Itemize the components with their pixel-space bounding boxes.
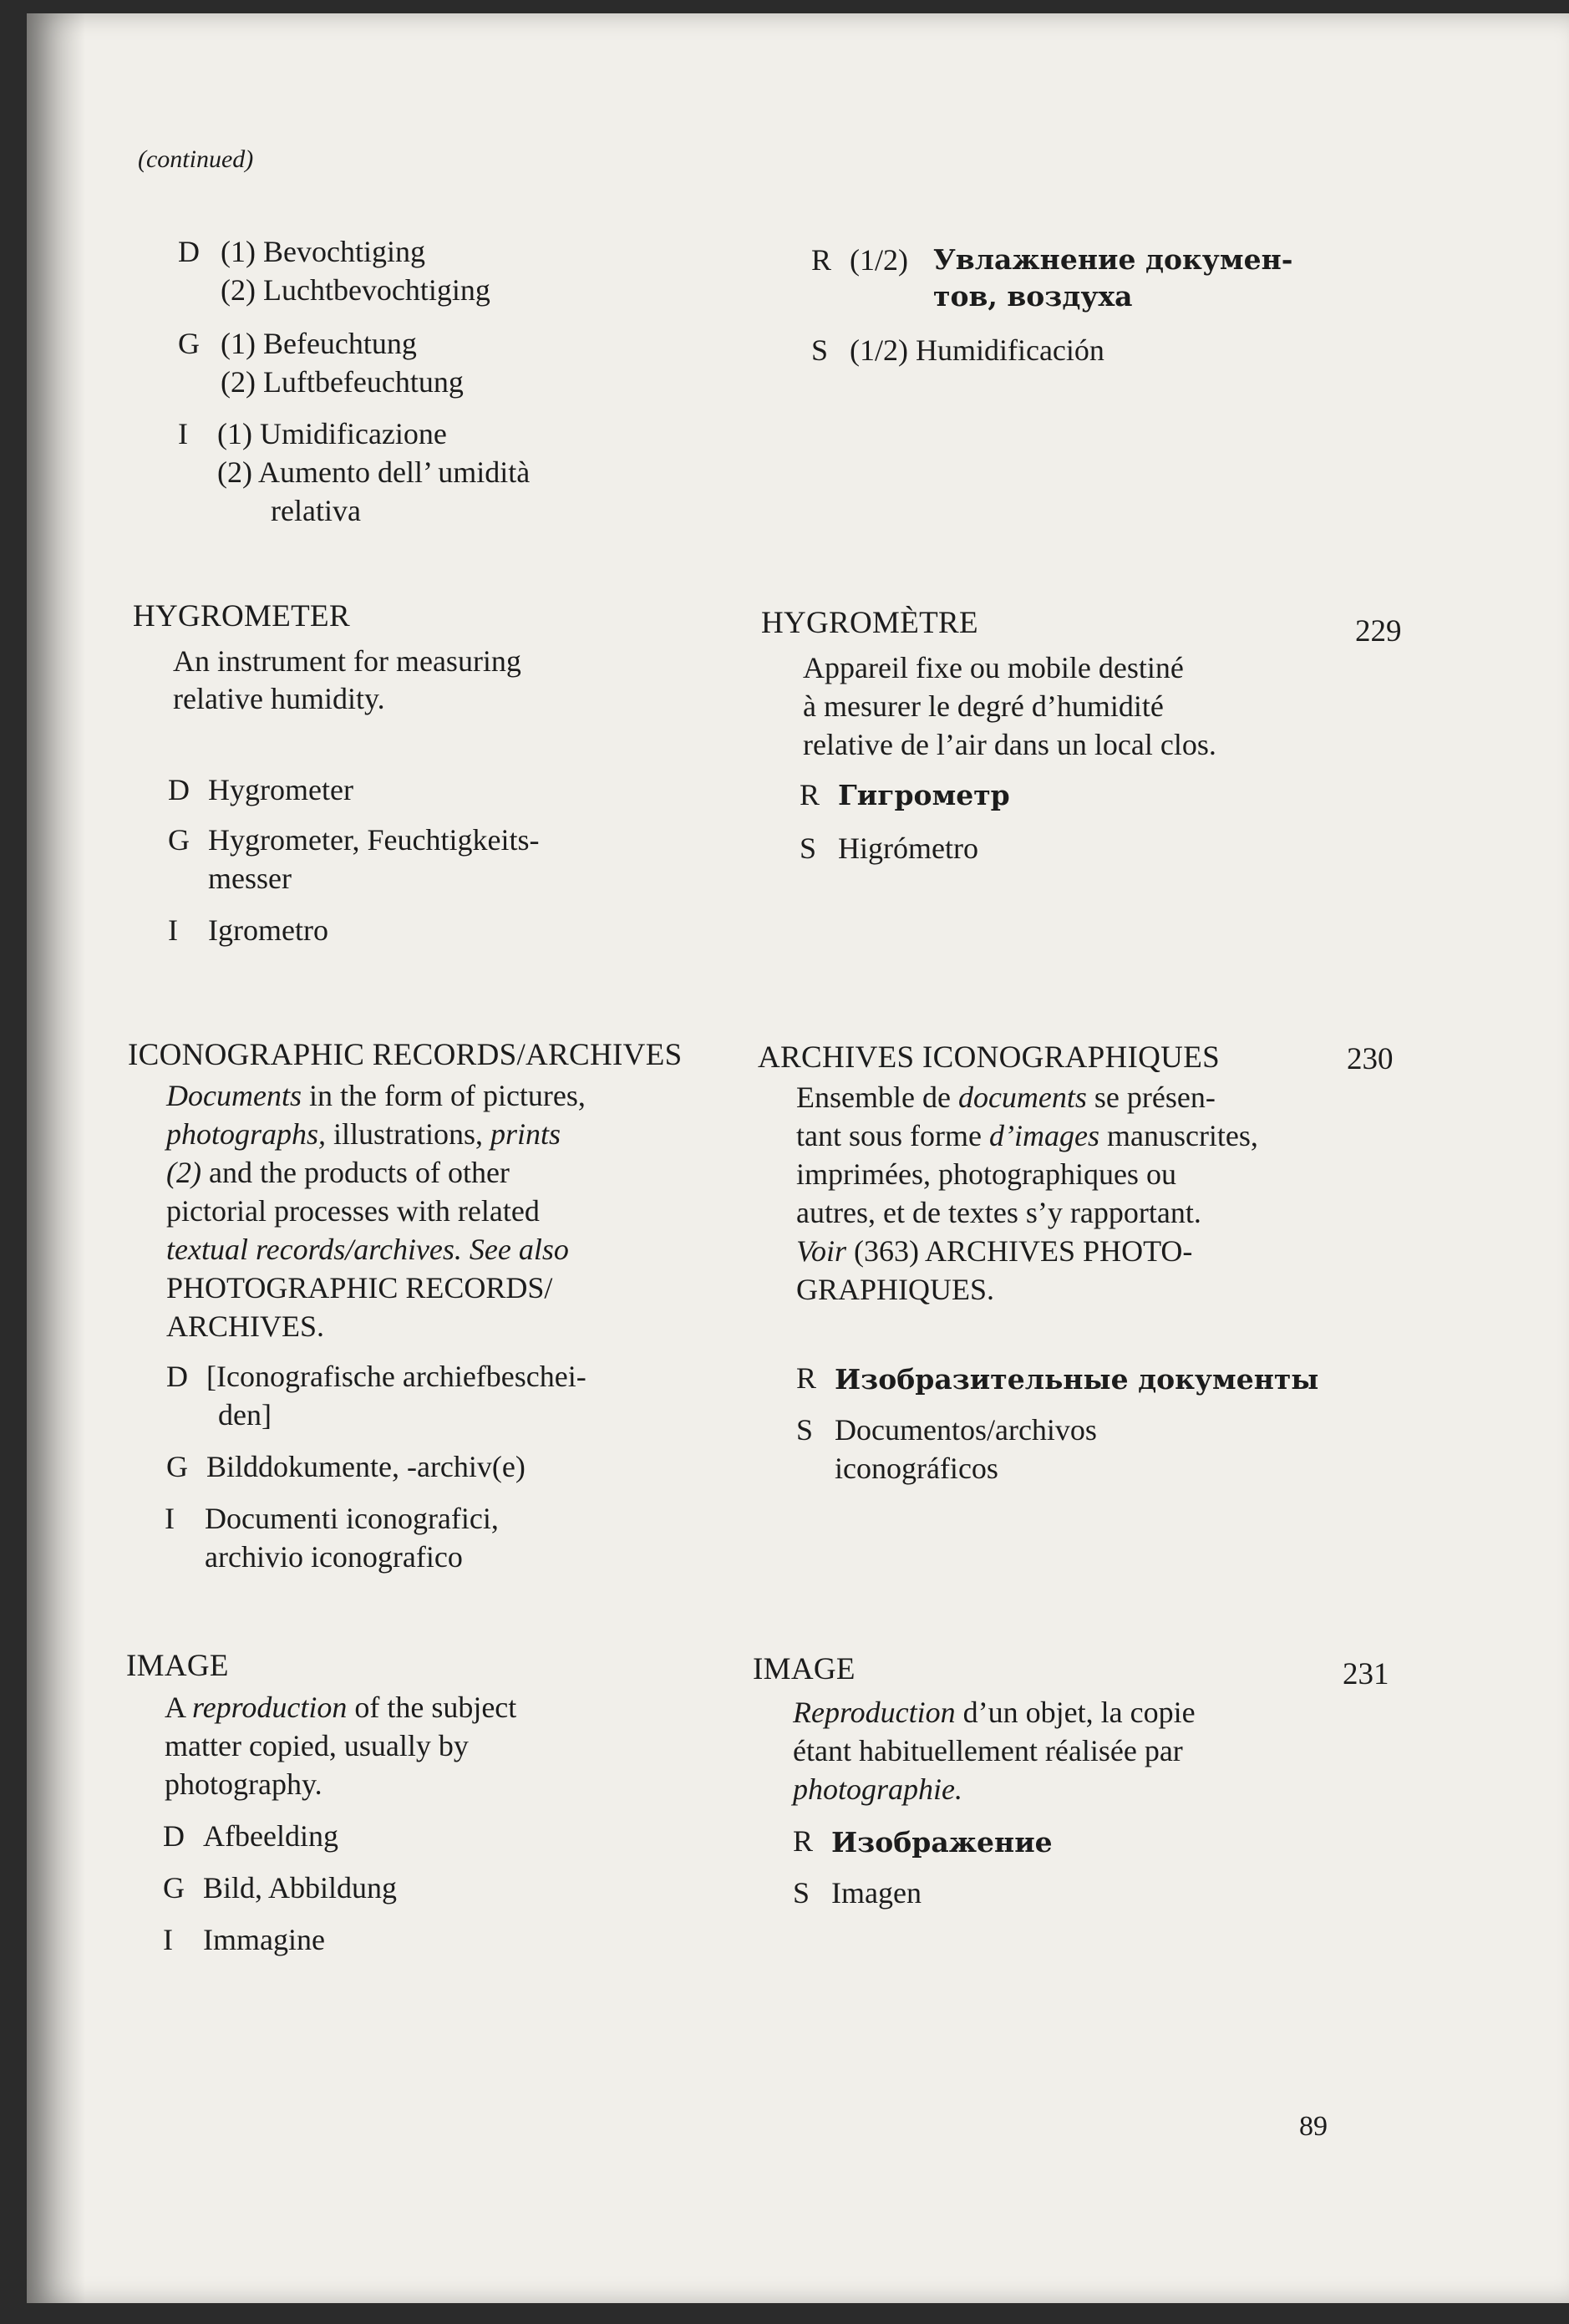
definition-en: relative humidity. [173,682,385,715]
term-code: G [178,327,200,360]
entry-number: 230 [1347,1042,1394,1076]
term-line: messer [208,862,292,895]
definition-en: A reproduction of the subject [165,1691,517,1724]
entry-title-en: ICONOGRAPHIC RECORDS/ARCHIVES [128,1038,683,1072]
term-line: (1) Umidificazione [217,417,447,450]
term-code: I [165,1502,175,1535]
definition-fr: photographie. [793,1772,962,1806]
term-code: R [800,778,820,811]
term-line: Documentos/archivos [835,1413,1097,1447]
definition-en: (2) and the products of other [166,1156,510,1189]
term-line-ru: тов, воздуха [933,280,1133,313]
term-line: Imagen [831,1876,922,1910]
term-line: [Iconografische archiefbeschei- [206,1360,586,1393]
term-line: den] [218,1398,272,1432]
definition-fr: autres, et de textes s’y rapportant. [796,1196,1201,1229]
term-code: S [800,831,817,865]
term-line: Immagine [203,1923,325,1956]
definition-en: photographs, illustrations, prints [166,1117,561,1151]
term-code: I [163,1923,173,1956]
term-line-ru: Изображение [831,1826,1053,1859]
term-code: D [168,773,190,806]
page-number: 89 [1299,2111,1328,2142]
term-code: G [163,1871,185,1904]
term-line: (1/2) Humidificación [850,333,1104,367]
term-line: (2) Luchtbevochtiging [221,273,490,307]
definition-en: Documents in the form of pictures, [166,1079,586,1112]
term-code: D [163,1819,185,1853]
term-line: Hygrometer, Feuchtigkeits- [208,823,540,857]
term-code: I [168,913,178,947]
definition-en: An instrument for measuring [173,644,521,678]
definition-en: PHOTOGRAPHIC RECORDS/ [166,1271,553,1304]
entry-number: 229 [1355,614,1402,648]
entry-title-fr: ARCHIVES ICONOGRAPHIQUES [758,1040,1220,1075]
entry-title-en: IMAGE [126,1649,229,1683]
term-line: Documenti iconografici, [205,1502,499,1535]
term-code: S [811,333,829,367]
definition-en: photography. [165,1767,322,1801]
entry-title-fr: IMAGE [753,1652,856,1686]
definition-fr: tant sous forme d’images manuscrites, [796,1119,1258,1152]
term-code: S [793,1876,810,1910]
definition-en: ARCHIVES. [166,1309,325,1343]
term-code: S [796,1413,814,1447]
entry-title-en: HYGROMETER [133,599,350,633]
term-line: Bild, Abbildung [203,1871,398,1904]
term-line-ru: Увлажнение докумен- [933,243,1293,276]
binding-shadow [27,13,85,2303]
term-line-ru: Изобразительные документы [835,1363,1319,1396]
term-line-ru: Гигрометр [838,779,1010,811]
term-code: D [178,235,200,268]
term-line: archivio iconografico [205,1540,463,1574]
term-line: iconográficos [835,1452,998,1485]
continued-label: (continued) [138,145,254,173]
term-code: G [168,823,190,857]
definition-fr: relative de l’air dans un local clos. [803,728,1216,761]
term-line: (2) Aumento dell’ umidità [217,455,531,489]
term-code: D [166,1360,188,1393]
term-line: (2) Luftbefeuchtung [221,365,464,399]
definition-fr: à mesurer le degré d’humidité [803,689,1164,723]
definition-en: textual records/archives. See also [166,1233,569,1266]
term-code: R [811,243,832,277]
term-line: Bilddokumente, -archiv(e) [206,1450,526,1483]
term-code: R [796,1361,817,1395]
definition-fr: Voir (363) ARCHIVES PHOTO- [796,1234,1193,1268]
term-prefix: (1/2) [850,243,908,277]
definition-fr: Reproduction d’un objet, la copie [793,1696,1196,1729]
term-line: Higrómetro [838,831,978,865]
entry-number: 231 [1343,1657,1389,1691]
term-line: (1) Befeuchtung [221,327,417,360]
term-line: Igrometro [208,913,328,947]
definition-fr: étant habituellement réalisée par [793,1734,1183,1767]
term-code: G [166,1450,188,1483]
term-line: (1) Bevochtiging [221,235,425,268]
entry-title-fr: HYGROMÈTRE [761,606,978,640]
term-line: Afbeelding [203,1819,338,1853]
term-line: Hygrometer [208,773,353,806]
definition-en: matter copied, usually by [165,1729,469,1762]
definition-en: pictorial processes with related [166,1194,540,1228]
page [27,13,1569,2303]
definition-fr: GRAPHIQUES. [796,1273,995,1306]
term-code: R [793,1824,814,1858]
definition-fr: Appareil fixe ou mobile destiné [803,651,1184,684]
definition-fr: Ensemble de documents se présen- [796,1081,1216,1114]
definition-fr: imprimées, photographiques ou [796,1157,1176,1191]
term-code: I [178,417,188,450]
term-line: relativa [271,494,361,527]
